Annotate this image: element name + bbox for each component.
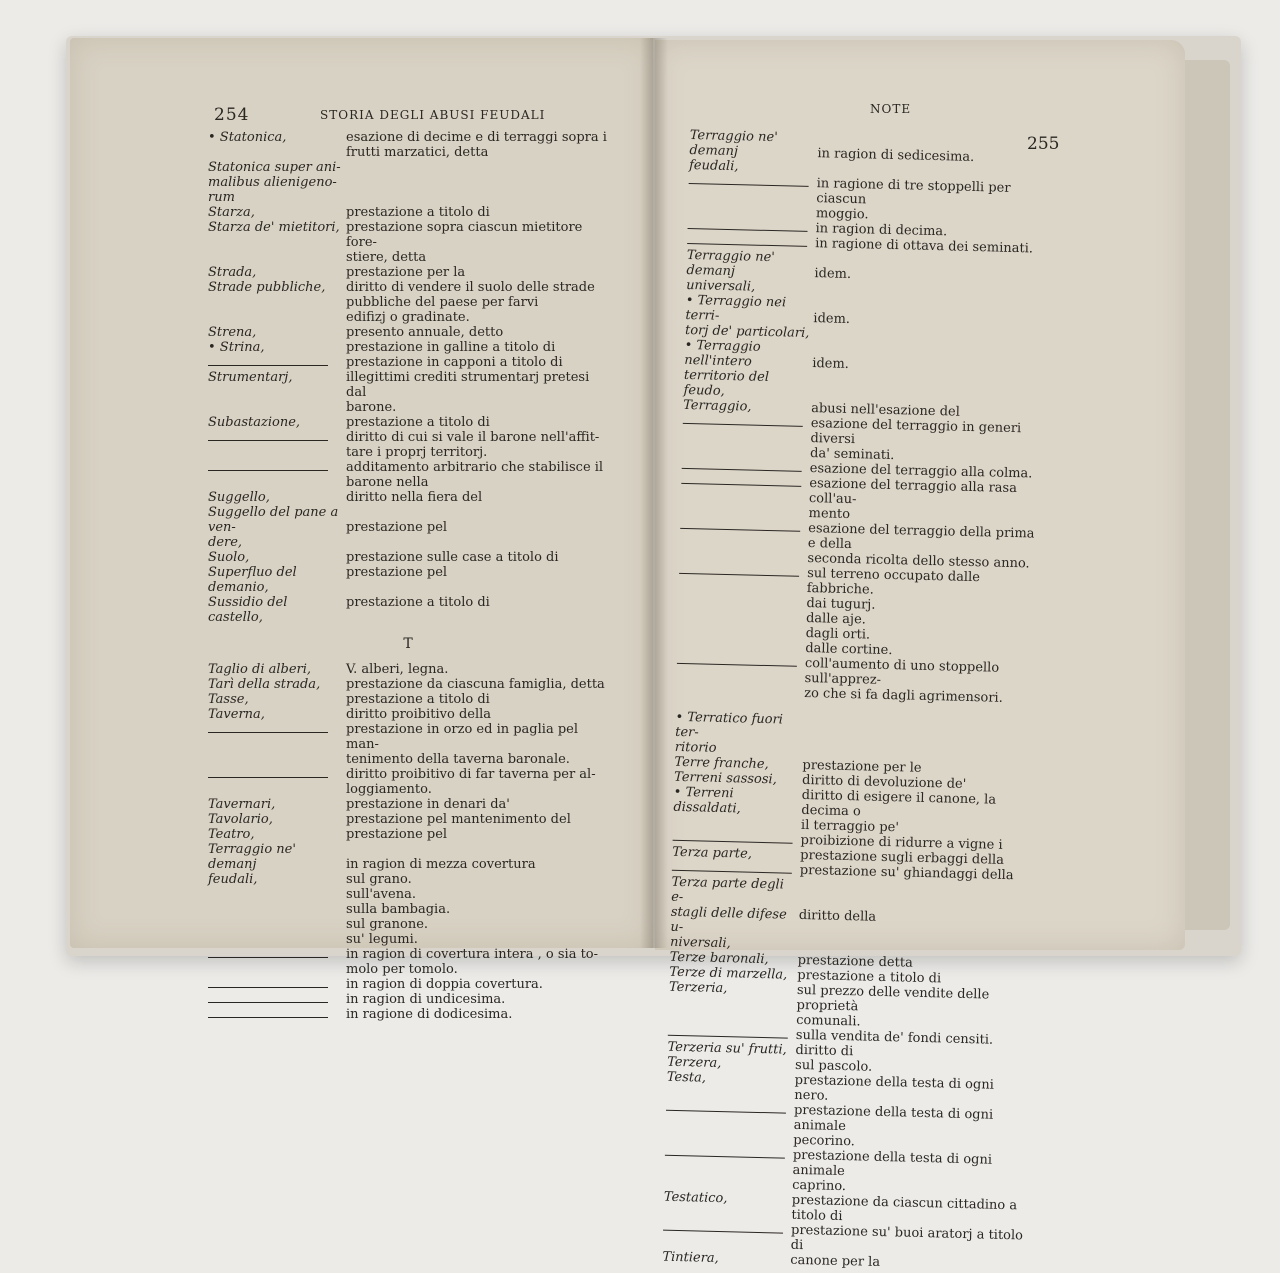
entry-description: idem. (813, 296, 851, 327)
entry-description: prestazione pel mantenimento del (346, 812, 571, 827)
entry-row (208, 490, 608, 505)
entry-term: • Terreni dissaldati, (673, 784, 741, 817)
entry-term: Sussidio del castello, (208, 595, 288, 625)
entry-description: esazione di decime e di terraggi sopra i frutti marzatici, detta (346, 130, 607, 160)
entry-row (208, 827, 608, 842)
entry-description: in ragione di ottava dei seminati. (815, 236, 1034, 257)
ditto-dash (666, 1101, 786, 1114)
ditto-dash (208, 431, 328, 441)
ditto-dash (680, 519, 800, 532)
entry-description: in ragion di mezza covertura sul grano. sull'avena. sulla bambagia. sul granone. su' legumi. (346, 857, 536, 947)
entry-description: prestazione in denari da' (346, 797, 510, 812)
entry-term: Tavernari, (208, 797, 276, 812)
left-running-head: STORIA DEGLI ABUSI FEUDALI (320, 108, 546, 122)
entry-description: esazione del terraggio in generi diversi da' seminati. (809, 416, 1022, 464)
entry-term: Terraggio ne' demanj feudali, (688, 128, 778, 175)
entry-term: • Terraggio nei terri- torj de' particolari, (684, 292, 810, 341)
entry-description: prestazione a titolo di (346, 415, 490, 430)
entry-row (208, 415, 608, 430)
entry-term (679, 518, 808, 566)
entry-description: idem. (812, 341, 850, 372)
left-page-number: 254 (214, 105, 250, 125)
entry-row (208, 355, 608, 370)
ditto-dash (683, 414, 803, 427)
ditto-dash (665, 1146, 785, 1159)
entry-description: esazione del terraggio alla rasa coll'au- mento (808, 476, 1018, 523)
entry-description: diritto di devoluzione de' (801, 772, 967, 792)
entry-description: prestazione della testa di ogni animale caprino. (792, 1147, 993, 1195)
entry-row (208, 662, 608, 677)
entry-description: in ragion di decima. (815, 221, 948, 240)
entry-term (208, 1007, 346, 1022)
entry-description: sulla vendita de' fondi censiti. (795, 1027, 994, 1048)
entries-letter-t (208, 662, 608, 1022)
entry-description: canone per la (790, 1252, 881, 1270)
entry-term: Tarì della strada, (208, 677, 321, 692)
ditto-dash (663, 1221, 783, 1234)
entry-term: Terre franche, (674, 754, 769, 773)
entry-term: Teatro, (208, 827, 255, 842)
ditto-dash (682, 459, 802, 472)
right-page (655, 40, 1185, 1270)
entry-row (670, 875, 1032, 959)
entry-term (665, 1100, 794, 1148)
entry-description: in ragion di covertura intera , o sia to- molo per tomolo. (346, 947, 599, 977)
entries-terraggio (676, 128, 1050, 707)
right-page-number: 255 (1027, 134, 1060, 154)
entry-description: prestazione detta (797, 952, 913, 971)
entry-row (208, 160, 608, 205)
entry-term: Suggello, (208, 490, 270, 505)
entry-description: prestazione da ciascun cittadino a titolo di (791, 1192, 1018, 1225)
entry-description: sul pascolo. (794, 1057, 873, 1075)
entry-term: Starza, (208, 205, 255, 220)
entry-description: sul terreno occupato dalle fabbriche. dai tugurj. dalle aje. dagli orti. dalle cortine. (805, 565, 981, 659)
entry-row (208, 722, 608, 767)
entry-row (208, 707, 608, 722)
entry-description: diritto di cui si vale il barone nell'affit- tare i proprj territorj. (346, 430, 600, 460)
entry-term: Terzeria su' frutti, (667, 1039, 787, 1058)
entry-row (208, 565, 608, 595)
entry-term: Terzeria, (668, 979, 728, 997)
entry-term: Terreni sassosi, (673, 769, 777, 788)
entry-term: Tavolario, (208, 812, 273, 827)
ditto-dash (208, 948, 328, 958)
entry-description: prestazione in capponi a titolo di (346, 355, 563, 370)
entry-term (663, 1220, 792, 1253)
entry-term (208, 355, 346, 370)
entry-term: Superfluo del demanio, (208, 565, 297, 595)
entry-description: coll'aumento di uno stoppello sull'apprez- zo che si fa dagli agrimensori. (804, 655, 1003, 706)
entry-description: diritto nella fiera del (346, 490, 483, 505)
entry-term: Strena, (208, 325, 257, 340)
entry-term: Statonica super ani- malibus alienigeno- rum (208, 160, 341, 205)
left-entries (208, 130, 608, 1022)
entry-term: Testatico, (663, 1189, 728, 1207)
entry-description: diritto proibitivo della (346, 707, 492, 722)
entry-description: prestazione in galline a titolo di (346, 340, 556, 355)
entry-term: Subastazione, (208, 415, 301, 430)
entry-description: proibizione di ridurre a vigne i (800, 832, 1003, 853)
entry-term (208, 947, 346, 977)
entry-description: additamento arbitrario che stabilisce il barone nella (346, 460, 604, 490)
entry-description: prestazione sopra ciascun mietitore fore- stiere, detta (346, 220, 583, 265)
entry-description: diritto di (795, 1042, 854, 1060)
entry-term: Tintiera, (662, 1249, 719, 1267)
ditto-dash (672, 861, 792, 874)
entry-row (208, 812, 608, 827)
entry-description: diritto proibitivo di far taverna per al- loggiamento. (346, 767, 596, 797)
ditto-dash (679, 564, 799, 577)
right-running-head: NOTE (870, 102, 912, 116)
entry-row (208, 595, 608, 625)
entry-term: Terze di marzella, (669, 964, 788, 983)
ditto-dash (687, 234, 807, 247)
entry-term: Strade pubbliche, (208, 280, 326, 295)
entry-term: Terzera, (666, 1054, 722, 1072)
entry-description: prestazione pel (346, 565, 448, 580)
entry-description: V. alberi, legna. (346, 662, 449, 677)
entry-description: illegittimi crediti strumentarj pretesi dal barone. (346, 370, 590, 415)
entry-description: diritto di esigere il canone, la decima o il terraggio pe' (800, 787, 997, 836)
ditto-dash (673, 831, 793, 844)
entry-term: • Terratico fuori ter- ritorio (674, 709, 784, 756)
entry-row (208, 280, 608, 325)
entry-description: esazione del terraggio della prima e della seconda ricolta dello stesso anno. (807, 521, 1035, 572)
entry-term: • Terraggio nell'intero territorio del feudo, (683, 337, 770, 399)
entry-term: Terza parte, (672, 844, 753, 862)
right-entries (662, 128, 1050, 1273)
entry-term (677, 563, 807, 656)
entry-description: prestazione a titolo di (346, 205, 490, 220)
entry-term: Terraggio ne' demanj universali, (685, 247, 775, 295)
entry-row (208, 505, 608, 550)
entry-term (680, 473, 809, 521)
ditto-dash (208, 993, 328, 1003)
entry-term: Strumentarj, (208, 370, 293, 385)
entry-description: presento annuale, detto (346, 325, 504, 340)
entry-description: in ragion di doppia covertura. (346, 977, 543, 992)
entry-term: Strada, (208, 265, 257, 280)
entry-row (208, 797, 608, 812)
entry-row (208, 1007, 608, 1022)
entry-description: in ragione di dodicesima. (346, 1007, 513, 1022)
entries-letter-s (208, 130, 608, 625)
entry-term: Suggello del pane a ven- dere, (208, 505, 339, 550)
entry-term: Terze baronali, (669, 949, 769, 968)
entry-row (208, 130, 608, 160)
entry-term (208, 992, 346, 1007)
entry-description: prestazione a titolo di (797, 967, 942, 987)
ditto-dash (208, 1008, 328, 1018)
entry-row (208, 265, 608, 280)
entry-description: idem. (814, 251, 852, 282)
entry-term (688, 173, 817, 221)
entry-term: Taglio di alberi, (208, 662, 312, 677)
entry-term: Taverna, (208, 707, 265, 722)
entry-term: Terza parte degli e- stagli delle difese u- niversali, (669, 874, 787, 952)
entry-description: prestazione pel (346, 827, 448, 842)
entry-row (208, 992, 608, 1007)
entry-description: in ragion di sedicesima. (817, 131, 975, 165)
entry-description: prestazione della testa di ogni animale pecorino. (793, 1102, 994, 1150)
ditto-dash (208, 461, 328, 471)
entry-term: • Statonica, (208, 130, 287, 145)
ditto-dash (668, 1026, 788, 1039)
entry-description: esazione del terraggio alla colma. (809, 461, 1033, 482)
ditto-dash (208, 978, 328, 988)
ditto-dash (208, 723, 328, 733)
entry-row (208, 550, 608, 565)
section-letter-t: T (403, 636, 413, 652)
entry-description: prestazione da ciascuna famiglia, detta (346, 677, 605, 692)
entry-row (683, 338, 1044, 407)
ditto-dash (208, 356, 328, 366)
entry-description: sul prezzo delle vendite delle proprietà comunali. (796, 982, 990, 1030)
entry-row (208, 370, 608, 415)
entry-term: Terraggio ne' demanj feudali, (208, 842, 296, 887)
entry-description: prestazione sugli erbaggi della (800, 847, 1005, 868)
entry-row (208, 677, 608, 692)
entry-row (208, 692, 608, 707)
left-page (70, 38, 653, 1022)
book-gutter (640, 38, 668, 948)
entry-term (208, 977, 346, 992)
entry-description: prestazione a titolo di (346, 595, 490, 610)
ditto-dash (677, 654, 797, 667)
entry-row (208, 325, 608, 340)
entry-term (676, 653, 805, 701)
entry-description: prestazione per la (346, 265, 466, 280)
entries-terre (662, 710, 1035, 1273)
entry-term: Suolo, (208, 550, 250, 565)
ditto-dash (689, 174, 809, 187)
entry-row (208, 842, 608, 947)
entry-term: Starza de' mietitori, (208, 220, 340, 235)
entry-description: prestazione sulle case a titolo di (346, 550, 559, 565)
ditto-dash (208, 768, 328, 778)
ditto-dash (681, 474, 801, 487)
entry-description: prestazione pel (346, 520, 448, 535)
entry-term (208, 722, 346, 767)
entry-description: prestazione in orzo ed in paglia pel man- tenimento della taverna baronale. (346, 722, 578, 767)
entry-description: abusi nell'esazione del (810, 401, 961, 420)
entry-row (208, 977, 608, 992)
entry-row (208, 947, 608, 977)
entry-row (677, 563, 1039, 662)
entry-term (208, 430, 346, 460)
entry-description: diritto della (798, 877, 877, 925)
entry-description: prestazione a titolo di (346, 692, 490, 707)
entry-description: in ragione di tre stoppelli per ciascun moggio. (815, 176, 1011, 223)
entry-row (208, 220, 608, 265)
entry-row (208, 205, 608, 220)
entry-term: Tasse, (208, 692, 249, 707)
entry-term: • Strina, (208, 340, 265, 355)
entry-term: Terraggio, (683, 397, 752, 415)
entry-row (676, 653, 1037, 707)
entry-term (208, 460, 346, 490)
entry-row (208, 460, 608, 490)
entry-description: in ragion di undicesima. (346, 992, 506, 1007)
entry-description: prestazione su' ghiandaggi della (799, 862, 1014, 884)
entry-term: Testa, (666, 1069, 707, 1086)
entry-row (208, 340, 608, 355)
entry-term (664, 1145, 793, 1193)
entry-term (208, 767, 346, 797)
entry-term (682, 413, 811, 461)
entry-description: prestazione su' buoi aratorj a titolo di (790, 1222, 1024, 1254)
entry-row (208, 430, 608, 460)
entry-description: diritto di vendere il suolo delle strade pubbliche del paese per farvi edifizj o gradinate. (346, 280, 595, 325)
ditto-dash (688, 219, 808, 232)
entry-description: prestazione per le (802, 757, 922, 776)
entry-row (208, 767, 608, 797)
entry-description: prestazione della testa di ogni nero. (794, 1072, 994, 1104)
